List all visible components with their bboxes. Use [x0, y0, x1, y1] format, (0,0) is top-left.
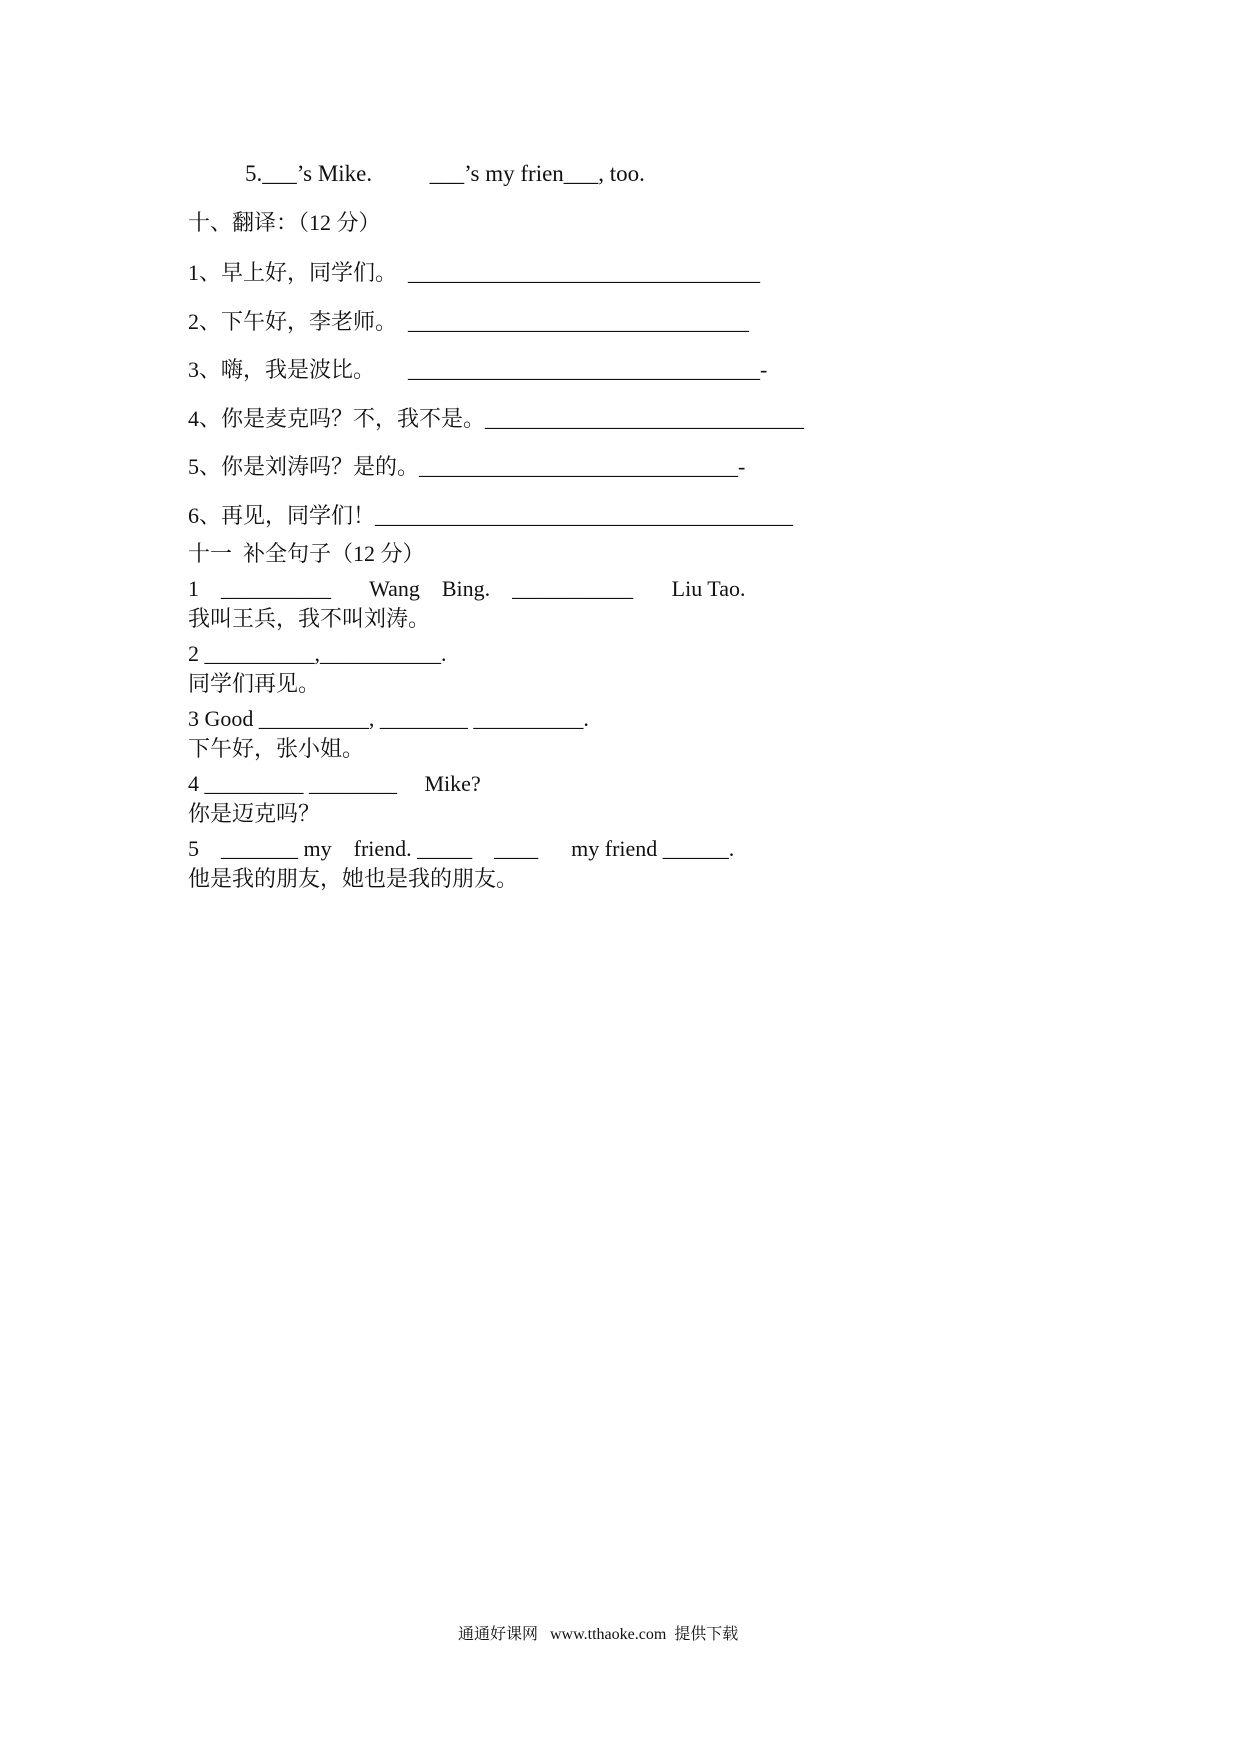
translation-item: 3、嗨，我是波比。 ________________________________- — [188, 357, 768, 382]
sentence-english: 5 _______ my friend. _____ ____ my friend ______. — [188, 836, 735, 861]
sentence-chinese: 下午好，张小姐。 — [188, 736, 365, 761]
page-footer: 通通好课网 www.tthaoke.com 提供下载 — [458, 1626, 739, 1643]
section-heading: 十、翻译：（12 分） — [188, 210, 381, 235]
sentence-english: 2 __________,___________. — [188, 641, 447, 666]
translation-item: 5、你是刘涛吗？是的。_____________________________- — [188, 454, 746, 479]
translation-item: 1、早上好，同学们。 ________________________________ — [188, 260, 761, 285]
translation-item: 4、你是麦克吗？不，我不是。_____________________________ — [188, 406, 805, 431]
sentence-chinese: 同学们再见。 — [188, 671, 321, 696]
prior-item-5: 5.___’s Mike. ___’s my frien___, too. — [245, 161, 645, 186]
sentence-chinese: 他是我的朋友，她也是我的朋友。 — [188, 866, 519, 891]
sentence-english: 4 _________ ________ Mike? — [188, 771, 481, 796]
sentence-chinese: 你是迈克吗？ — [188, 801, 321, 826]
sentence-english: 1 __________ Wang Bing. ___________ Liu Tao. — [188, 576, 746, 601]
sentence-english: 3 Good __________, ________ __________. — [188, 706, 589, 731]
section-heading: 十一 补全句子（12 分） — [188, 541, 425, 566]
translation-item: 2、下午好，李老师。 _______________________________ — [188, 309, 750, 334]
sentence-chinese: 我叫王兵，我不叫刘涛。 — [188, 606, 431, 631]
translation-item: 6、再见，同学们！______________________________________ — [188, 503, 794, 528]
